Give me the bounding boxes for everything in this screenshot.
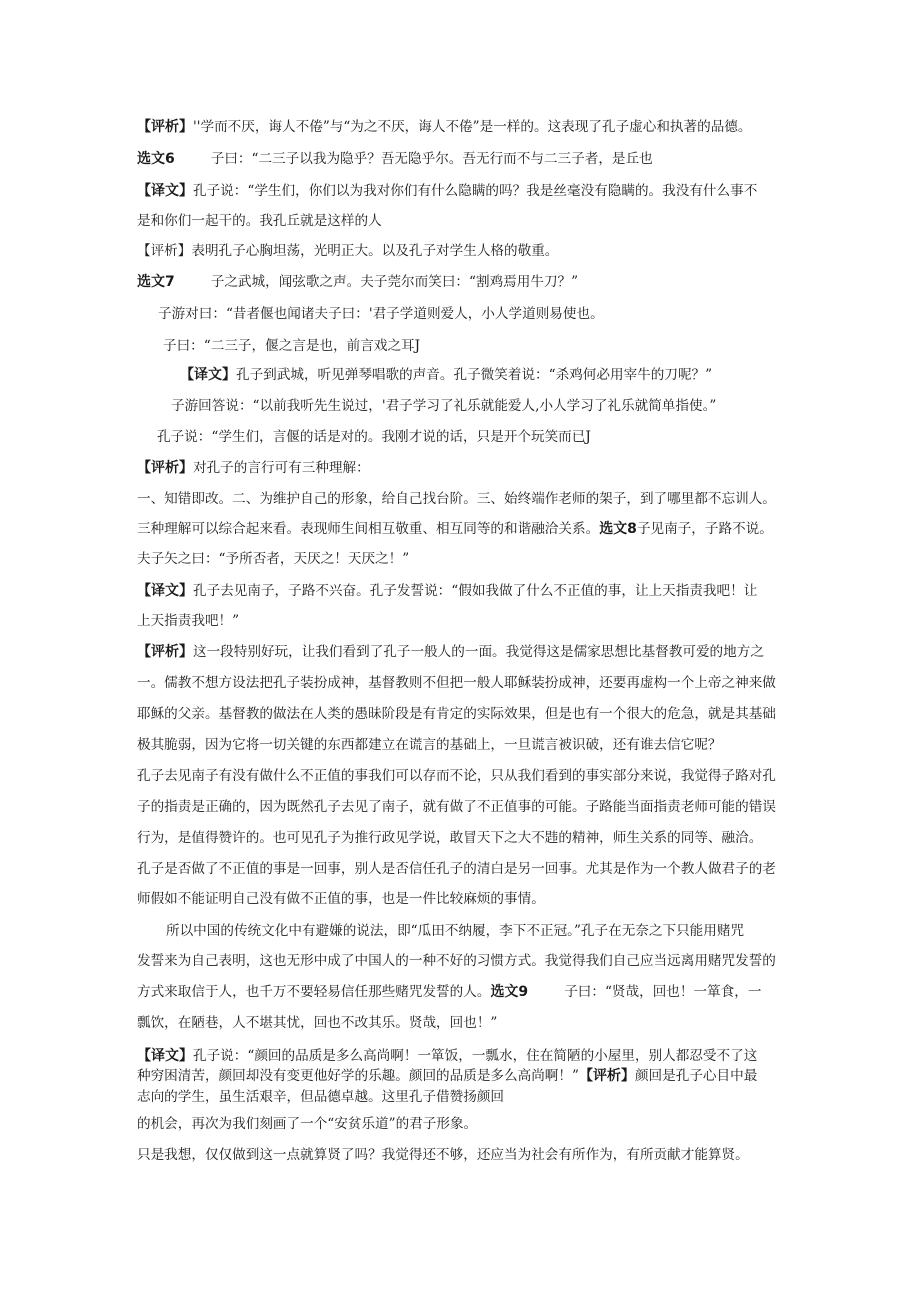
line-10: 子游回答说：“以前我听先生说过，'君子学习了礼乐就能爱人,小人学习了礼乐就简单指使。” bbox=[171, 398, 717, 414]
line-26: 师假如不能证明自己没有做不正值的事，也是一件比较麻烦的事情。 bbox=[137, 891, 545, 907]
line-11: 孔子说：“学生们，言偃的话是对的。我刚才说的话，只是开个玩笑而已J bbox=[157, 429, 591, 445]
line-25: 孔子是否做了不正值的事是一回事，别人是否信任孔子的清白是另一回事。尤其是作为一个教人做君子的老 bbox=[137, 861, 776, 877]
line-29: 方式来取信于人，也千万不要轻易信任那些赌咒发誓的人。选文9 子曰：“贤哉，回也！一箪食，一 bbox=[137, 984, 762, 1000]
line-2: 选文6 子曰：“二三子以我为隐乎？吾无隐乎尔。吾无行而不与二三子者，是丘也 bbox=[137, 151, 653, 167]
line-32: 种穷困清苦，颜回却没有变更他好学的乐趣。颜回的品质是多么高尚啊！”【评析】颜回是孔子心目中最 bbox=[137, 1068, 758, 1084]
line-12: 【评析】对孔子的言行可有三种理解： bbox=[137, 460, 370, 476]
label-yiwen: 【译文】 bbox=[137, 583, 193, 599]
label-yiwen: 【译文】 bbox=[137, 183, 193, 199]
label-pingxi: 【评析】 bbox=[137, 460, 193, 476]
line-6: 选文7 子之武城，闻弦歌之声。夫子莞尔而笑曰：“割鸡焉用牛刀？” bbox=[137, 274, 579, 290]
label-pingxi: 【评析】 bbox=[578, 1068, 635, 1084]
line-27: 所以中国的传统文化中有避嫌的说法，即“瓜田不纳履，李下不正冠。”孔子在无奈之下只能用赌咒 bbox=[166, 923, 745, 939]
line-18: 【评析】这一段特别好玩，让我们看到了孔子一般人的一面。我觉得这是儒家思想比基督教可爱的地方之 bbox=[137, 644, 764, 660]
line-23: 子的指责是正确的，因为既然孔子去见了南子，就有做了不正值事的可能。子路能当面指责老师可能的错误 bbox=[137, 799, 776, 815]
line-15: 夫子矢之曰：“予所否者，天厌之！天厌之！” bbox=[137, 551, 410, 567]
line-19: 一。儒教不想方设法把孔子装扮成神，基督教则不但把一般人耶稣装扮成神，还要再虚构一个上帝之神来做 bbox=[137, 675, 776, 691]
line-20: 耶稣的父亲。基督教的做法在人类的愚昧阶段是有肯定的实际效果，但是也有一个很大的危急，就是其基础 bbox=[137, 706, 776, 722]
label-yiwen: 【译文】 bbox=[137, 1048, 193, 1064]
line-1: 【评析】''学而不厌，诲人不倦”与“为之不厌，诲人不倦”是一样的。这表现了孔子虚心和执著的品德。 bbox=[137, 119, 752, 135]
label-pingxi: 【评析】 bbox=[137, 644, 193, 660]
line-8: 子曰：“二三子，偃之言是也，前言戏之耳J bbox=[163, 338, 421, 354]
line-24: 行为，是值得赞许的。也可见孔子为推行政见学说，敢冒天下之大不韪的精神，师生关系的同等、融洽。 bbox=[137, 830, 763, 846]
label-yiwen: 【译文】 bbox=[180, 367, 236, 383]
line-31: 【译文】孔子说：“颜回的品质是多么高尚啊！一箪饭，一瓢水，住在简陋的小屋里，别人都忍受不了这 bbox=[137, 1048, 758, 1064]
line-17: 上天指责我吧！” bbox=[137, 613, 240, 629]
heading-xuanwen-9: 选文9 bbox=[490, 984, 529, 1000]
line-3: 【译文】孔子说：“学生们，你们以为我对你们有什么隐瞒的吗？我是丝毫没有隐瞒的。我没有什么事不 bbox=[137, 183, 758, 199]
heading-xuanwen-8: 选文8 bbox=[599, 521, 637, 537]
line-33: 志向的学生，虽生活艰辛，但品德卓越。这里孔子借赞扬颜回 bbox=[137, 1089, 505, 1105]
line-16: 【译文】孔子去见南子，子路不兴奋。孔子发誓说：“假如我做了什么不正值的事，让上天指责我吧！让 bbox=[137, 583, 758, 599]
line-14: 三种理解可以综合起来看。表现师生间相互敬重、相互同等的和谐融洽关系。选文8子见南子，子路不说。 bbox=[137, 521, 773, 537]
label-pingxi: 【评析】 bbox=[137, 119, 193, 135]
line-35: 只是我想，仅仅做到这一点就算贤了吗？我觉得还不够，还应当为社会有所作为，有所贡献才能算贤。 bbox=[137, 1147, 749, 1163]
line-13: 一、知错即改。二、为维护自己的形象，给自己找台阶。三、始终端作老师的架子，到了哪里都不忘训人。 bbox=[137, 491, 776, 507]
line-30: 瓢饮，在陋巷，人不堪其忧，回也不改其乐。贤哉，回也！” bbox=[137, 1015, 498, 1031]
line-21: 极其脆弱，因为它将一切关键的东西都建立在谎言的基础上，一旦谎言被识破，还有谁去信它呢？ bbox=[137, 737, 722, 753]
line-9: 【译文】孔子到武城，听见弹琴唱歌的声音。孔子微笑着说：“杀鸡何必用宰牛的刀呢？” bbox=[180, 367, 713, 383]
line-34: 的机会，再次为我们刻画了一个“安贫乐道”的君子形象。 bbox=[137, 1116, 478, 1132]
heading-xuanwen-6: 选文6 bbox=[137, 151, 175, 167]
line-4: 是和你们一起干的。我孔丘就是这样的人 bbox=[137, 213, 382, 229]
heading-xuanwen-7: 选文7 bbox=[137, 274, 175, 290]
line-28: 发誓来为自己表明，这也无形中成了中国人的一种不好的习惯方式。我觉得我们自己应当远离用赌咒发誓的 bbox=[137, 953, 776, 969]
line-7: 子游对曰：“昔者偃也闻诸夫子曰：'君子学道则爱人，小人学道则易使也。 bbox=[158, 306, 604, 322]
line-22: 孔子去见南子有没有做什么不正值的事我们可以存而不论，只从我们看到的事实部分来说，我觉得子路对孔 bbox=[137, 768, 776, 784]
line-5: 【评析】表明孔子心胸坦荡，光明正大。以及孔子对学生人格的敬重。 bbox=[137, 243, 559, 259]
